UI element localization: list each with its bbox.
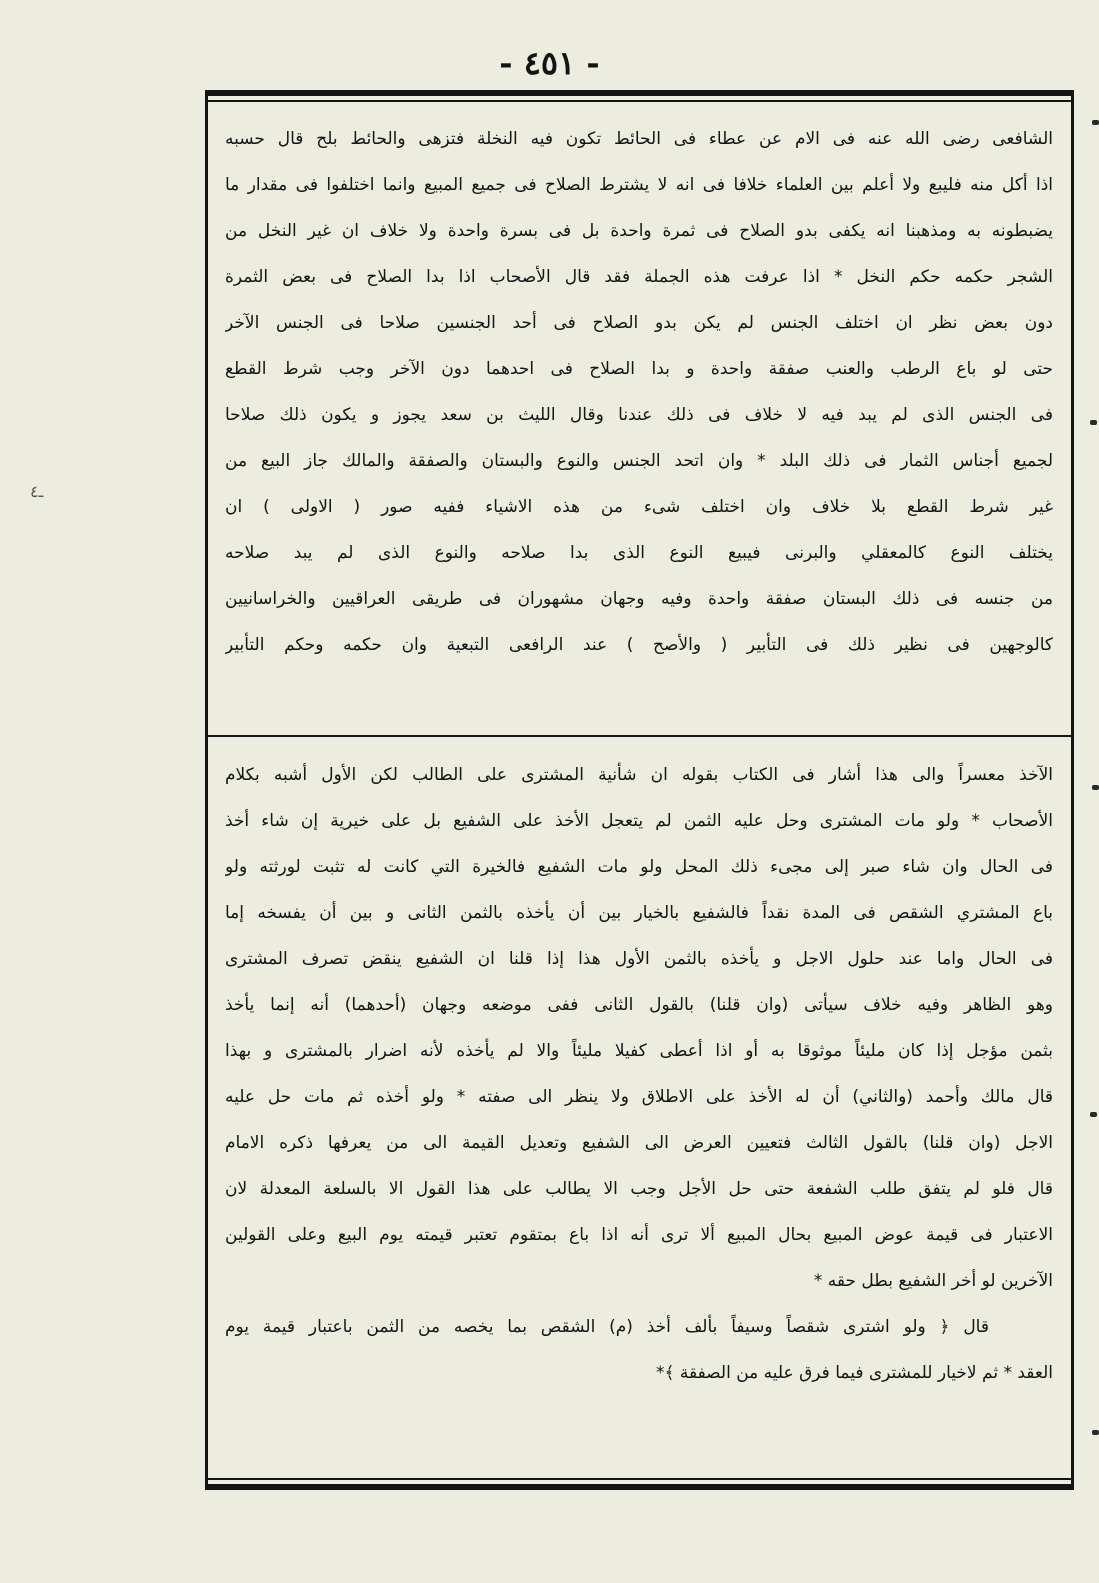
text-line: يختلف النوع كالمعقلي والبرنى فيبيع النوع الذى بدا صلاحه والنوع الذى لم يبد صلاحه [225,543,1053,563]
text-line: يضبطونه به ومذهبنا انه يكفى بدو الصلاح فى ثمرة واحدة بل فى بسرة واحدة ولا خلاف ان غير النخل من [225,221,1053,241]
text-line: كالوجهين فى نظير ذلك فى التأبير ( والأصح ) عند الرافعى التبعية وان حكمه وحكم التأبير [225,635,1053,655]
text-line: قال فلو لم يتفق طلب الشفعة حتى حل الأجل وجب الا يطالب على هذا القول الا بالسلعة المعدلة لان [225,1179,1053,1199]
text-line: اذا أكل منه فليبع ولا أعلم بين العلماء خلافا فى انه لا يشترط الصلاح فى جميع المبيع وانما اختلفوا فى مقدار ما [225,175,1053,195]
text-line: حتى لو باع الرطب والعنب صفقة واحدة و بدا الصلاح فى احدهما دون الآخر وجب شرط القطع [225,359,1053,379]
text-line: فى الحال وان شاء صبر إلى مجىء ذلك المحل ولو مات الشفيع فالخيرة التي كانت له تثبت لورثته ولو [225,857,1053,877]
bottom-rule-thick [205,1484,1074,1490]
text-line: الشافعى رضى الله عنه فى الام عن عطاء فى الحائط تكون فيه النخلة فتزهى والحائط بلح قال حسبه [225,129,1053,149]
text-line: الآخذ معسراً والى هذا أشار فى الكتاب بقوله ان شأنية المشترى على الطالب لكن الأول أشبه بكلام [225,765,1053,785]
top-rule-thick [205,90,1074,96]
text-line: من جنسه فى ذلك البستان صفقة واحدة وفيه وجهان مشهوران فى طريقى العراقيين والخراسانيين [225,589,1053,609]
text-line: بثمن مؤجل إذا كان مليئاً موثوقا به أو اذا أعطى كفيلا مليئاً والا لم يأخذه لأنه اضرار بالمشترى و بهذا [225,1041,1053,1061]
text-line: الشجر حكمه حكم النخل * اذا عرفت هذه الجملة فقد قال الأصحاب اذا بدا الصلاح فى بعض الثمرة [225,267,1053,287]
edge-mark [1092,120,1099,125]
edge-mark [1092,1430,1099,1435]
edge-mark [1092,785,1099,790]
page-frame [205,90,1074,1490]
text-line: العقد * ثم لاخيار للمشترى فيما فرق عليه من الصفقة ﴾* [656,1363,1053,1383]
left-rule [205,90,208,1490]
text-line: لجميع أجناس الثمار فى ذلك البلد * وان اتحد الجنس والنوع والبستان والصفقة والمالك جاز البيع من [225,451,1053,471]
text-line: الآخرين لو أخر الشفيع بطل حقه * [813,1271,1053,1291]
text-line: باع المشتري الشقص فى المدة نقداً فالشفيع بالخيار بين أن يأخذه بالثمن الثانى و بين أن يفسخه إما [225,903,1053,923]
edge-mark [1090,1112,1097,1117]
margin-note: ـ٤ [30,482,44,501]
page-number: - ٤٥١ - [499,44,600,82]
text-line: الأصحاب * ولو مات المشترى وحل عليه الثمن لم يتعجل الأخذ على الشفيع بل على خيرية إن شاء أخذ [225,811,1053,831]
text-line: فى الجنس الذى لم يبد فيه لا خلاف فى ذلك عندنا وقال الليث بن سعد يجوز و يكون ذلك صلاحا [225,405,1053,425]
upper-text-block [225,116,1053,668]
text-line: الاجل (وان قلنا) بالقول الثالث فتعيين العرض الى الشفيع وتعديل القيمة الى من يعرفها ذكره الامام [225,1133,1053,1153]
top-rule-thin [205,100,1074,102]
lower-text-block [225,752,1053,1396]
text-line: قال ﴿ ولو اشترى شقصاً وسيفاً بألف أخذ (م) الشقص بما يخصه من الثمن باعتبار قيمة يوم [225,1317,989,1337]
text-line: الاعتبار فى قيمة عوض المبيع بحال المبيع ألا ترى أنه اذا باع بمتقوم تعتبر قيمته يوم البيع وعلى القولين [225,1225,1053,1245]
text-line: دون بعض نظر ان اختلف الجنس لم يكن بدو الصلاح فى أحد الجنسين صلاحا فى الجنس الآخر [225,313,1053,333]
right-rule [1071,90,1074,1490]
text-line: غير شرط القطع بلا خلاف وان اختلف شىء من هذه الاشياء ففيه صور ( الاولى ) ان [225,497,1053,517]
text-line: قال مالك وأحمد (والثاني) أن له الأخذ على الاطلاق ولا ينظر الى صفته * ولو أخذه ثم مات حل عليه [225,1087,1053,1107]
edge-mark [1090,420,1097,425]
text-line: وهو الظاهر وفيه خلاف سيأتى (وان قلنا) بالقول الثانى ففى موضعه وجهان (أحدهما) أنه إنما يأخذ [225,995,1053,1015]
section-divider [205,735,1074,737]
bottom-rule-thin [205,1478,1074,1480]
text-line: فى الحال واما عند حلول الاجل و يأخذه بالثمن الأول هذا إذا قلنا ان الشفيع ينقض تصرف المشترى [225,949,1053,969]
